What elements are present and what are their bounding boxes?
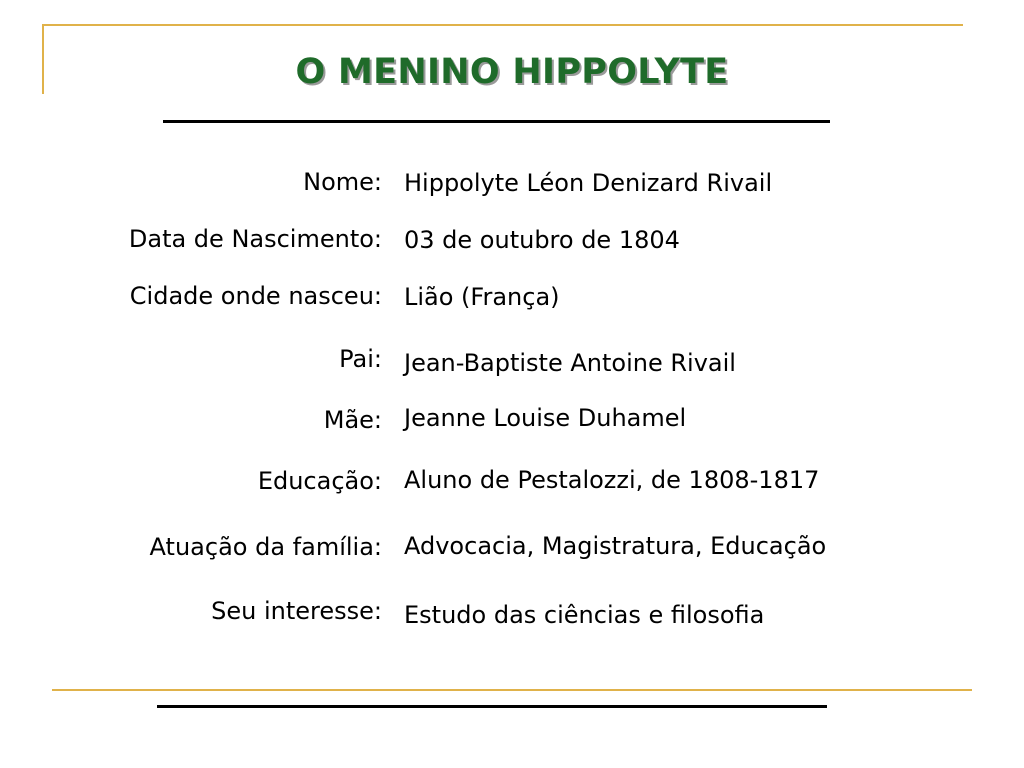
value-mae: Jeanne Louise Duhamel xyxy=(404,404,687,432)
title-underline xyxy=(163,120,830,123)
label-mae: Mãe: xyxy=(323,406,382,434)
value-pai: Jean-Baptiste Antoine Rivail xyxy=(404,349,736,377)
value-seu-interesse: Estudo das ciências e filosofia xyxy=(404,601,765,629)
value-data-nascimento: 03 de outubro de 1804 xyxy=(404,226,680,254)
value-educacao: Aluno de Pestalozzi, de 1808-1817 xyxy=(404,466,820,494)
label-pai: Pai: xyxy=(339,345,382,373)
frame-bottom-line xyxy=(52,689,972,691)
label-nome: Nome: xyxy=(303,168,382,196)
slide-title: O MENINO HIPPOLYTE xyxy=(295,52,729,92)
label-educacao: Educação: xyxy=(257,467,382,495)
value-nome: Hippolyte Léon Denizard Rivail xyxy=(404,169,773,197)
label-seu-interesse: Seu interesse: xyxy=(211,597,382,625)
label-cidade: Cidade onde nasceu: xyxy=(129,282,382,310)
value-cidade: Lião (França) xyxy=(404,283,560,311)
label-data-nascimento: Data de Nascimento: xyxy=(128,225,382,253)
value-atuacao-familia: Advocacia, Magistratura, Educação xyxy=(404,532,827,560)
frame-top-line xyxy=(42,24,963,26)
label-atuacao-familia: Atuação da família: xyxy=(149,533,382,561)
footer-rule xyxy=(157,705,827,708)
